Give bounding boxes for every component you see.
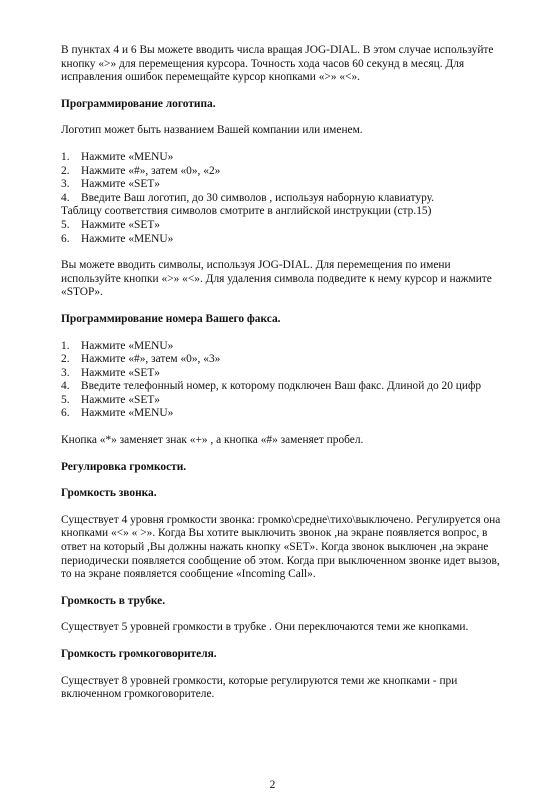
logo-steps xyxy=(61,151,509,246)
step-number: 3. xyxy=(61,366,70,379)
step-item xyxy=(61,178,509,192)
fax-heading: Программирование номера Вашего факса. xyxy=(61,312,281,325)
step-text: Введите телефонный номер, к которому подключен Ваш факс. Длиной до 20 цифр xyxy=(81,380,482,393)
ring-heading: Громкость звонка. xyxy=(61,487,157,500)
document-page xyxy=(61,44,509,715)
step-text: Введите Ваш логотип, до 30 символов , используя наборную клавиатуру. xyxy=(81,191,435,204)
step-text: Нажмите «SET» xyxy=(81,366,160,379)
logo-steps-list xyxy=(61,151,509,205)
volume-heading: Регулировка громкости. xyxy=(61,460,187,473)
fax-steps xyxy=(61,340,509,422)
step-item xyxy=(61,407,509,421)
step-number: 2. xyxy=(61,164,70,177)
step-number: 6. xyxy=(61,232,70,245)
step-number: 1. xyxy=(61,339,70,352)
step-text: Нажмите «SET» xyxy=(81,393,160,406)
fax-outro: Кнопка «*» заменяет знак «+» , а кнопка «#» заменяет пробел. xyxy=(61,434,364,447)
step-text: Нажмите «#», затем «0», «3» xyxy=(81,353,221,366)
step-text: Нажмите «MENU» xyxy=(81,407,174,420)
step-item xyxy=(61,367,509,381)
step-number: 4. xyxy=(61,380,70,393)
step-item xyxy=(61,380,509,394)
page-number: 2 xyxy=(269,779,276,791)
step-number: 5. xyxy=(61,218,70,231)
logo-heading: Программирование логотипа. xyxy=(61,97,216,110)
step-item xyxy=(61,353,509,367)
step-item xyxy=(61,340,509,354)
step-item xyxy=(61,394,509,408)
handset-heading: Громкость в трубке. xyxy=(61,594,166,607)
step-number: 3. xyxy=(61,178,70,191)
handset-text: Существует 5 уровней громкости в трубке . Они переключаются теми же кнопками. xyxy=(61,621,469,634)
step-item xyxy=(61,151,509,165)
ring-text: Существует 4 уровня громкости звонка: громко\средне\тихо\выключено. Регулируется она кнопками «<» « >». Когда Вы хотите выключить звонок ,на экране появляется вопрос, в ответ на который ,Вы должны нажать кнопку «SET». Когда звонок выключен ,на экране периодически появляется сообщение об этом. Когда при выключенном звонке идет вызов, то на экране появляется сообщение «Incoming Call». xyxy=(61,513,501,581)
intro-paragraph: В пунктах 4 и 6 Вы можете вводить числа вращая JOG-DIAL. В этом случае используйте кнопку «>» для перемещения курсора. Точность хода часов 60 секунд в месяц. Для исправления ошибок перемещайте курсор кнопками «>» «<». xyxy=(61,44,494,84)
step-text: Нажмите «MENU» xyxy=(81,339,174,352)
speaker-text: Существует 8 уровней громкости, которые регулируются теми же кнопками - при включенном громкоговорителе. xyxy=(61,674,458,701)
step-text: Нажмите «#», затем «0», «2» xyxy=(81,164,221,177)
logo-note: Таблицу соответствия символов смотрите в английской инструкции (стр.15) xyxy=(61,205,432,218)
logo-intro: Логотип может быть названием Вашей компании или именем. xyxy=(61,124,363,137)
step-item xyxy=(61,192,509,206)
step-text: Нажмите «MENU» xyxy=(81,232,174,245)
step-text: Нажмите «MENU» xyxy=(81,150,174,163)
step-number: 2. xyxy=(61,353,70,366)
step-number: 5. xyxy=(61,393,70,406)
step-text: Нажмите «SET» xyxy=(81,178,160,191)
step-item xyxy=(61,165,509,179)
step-number: 6. xyxy=(61,407,70,420)
step-item xyxy=(61,233,509,247)
step-item xyxy=(61,219,509,233)
step-text: Нажмите «SET» xyxy=(81,218,160,231)
step-number: 4. xyxy=(61,191,70,204)
logo-outro: Вы можете вводить символы, используя JOG-DIAL. Для перемещения по имени используйте кнопки «>» «<». Для удаления символа подведите к нему курсор и нажмите «STOP». xyxy=(61,259,492,299)
logo-steps-list-2 xyxy=(61,219,509,246)
fax-steps-list xyxy=(61,340,509,422)
speaker-heading: Громкость громкоговорителя. xyxy=(61,648,217,660)
step-number: 1. xyxy=(61,150,70,163)
